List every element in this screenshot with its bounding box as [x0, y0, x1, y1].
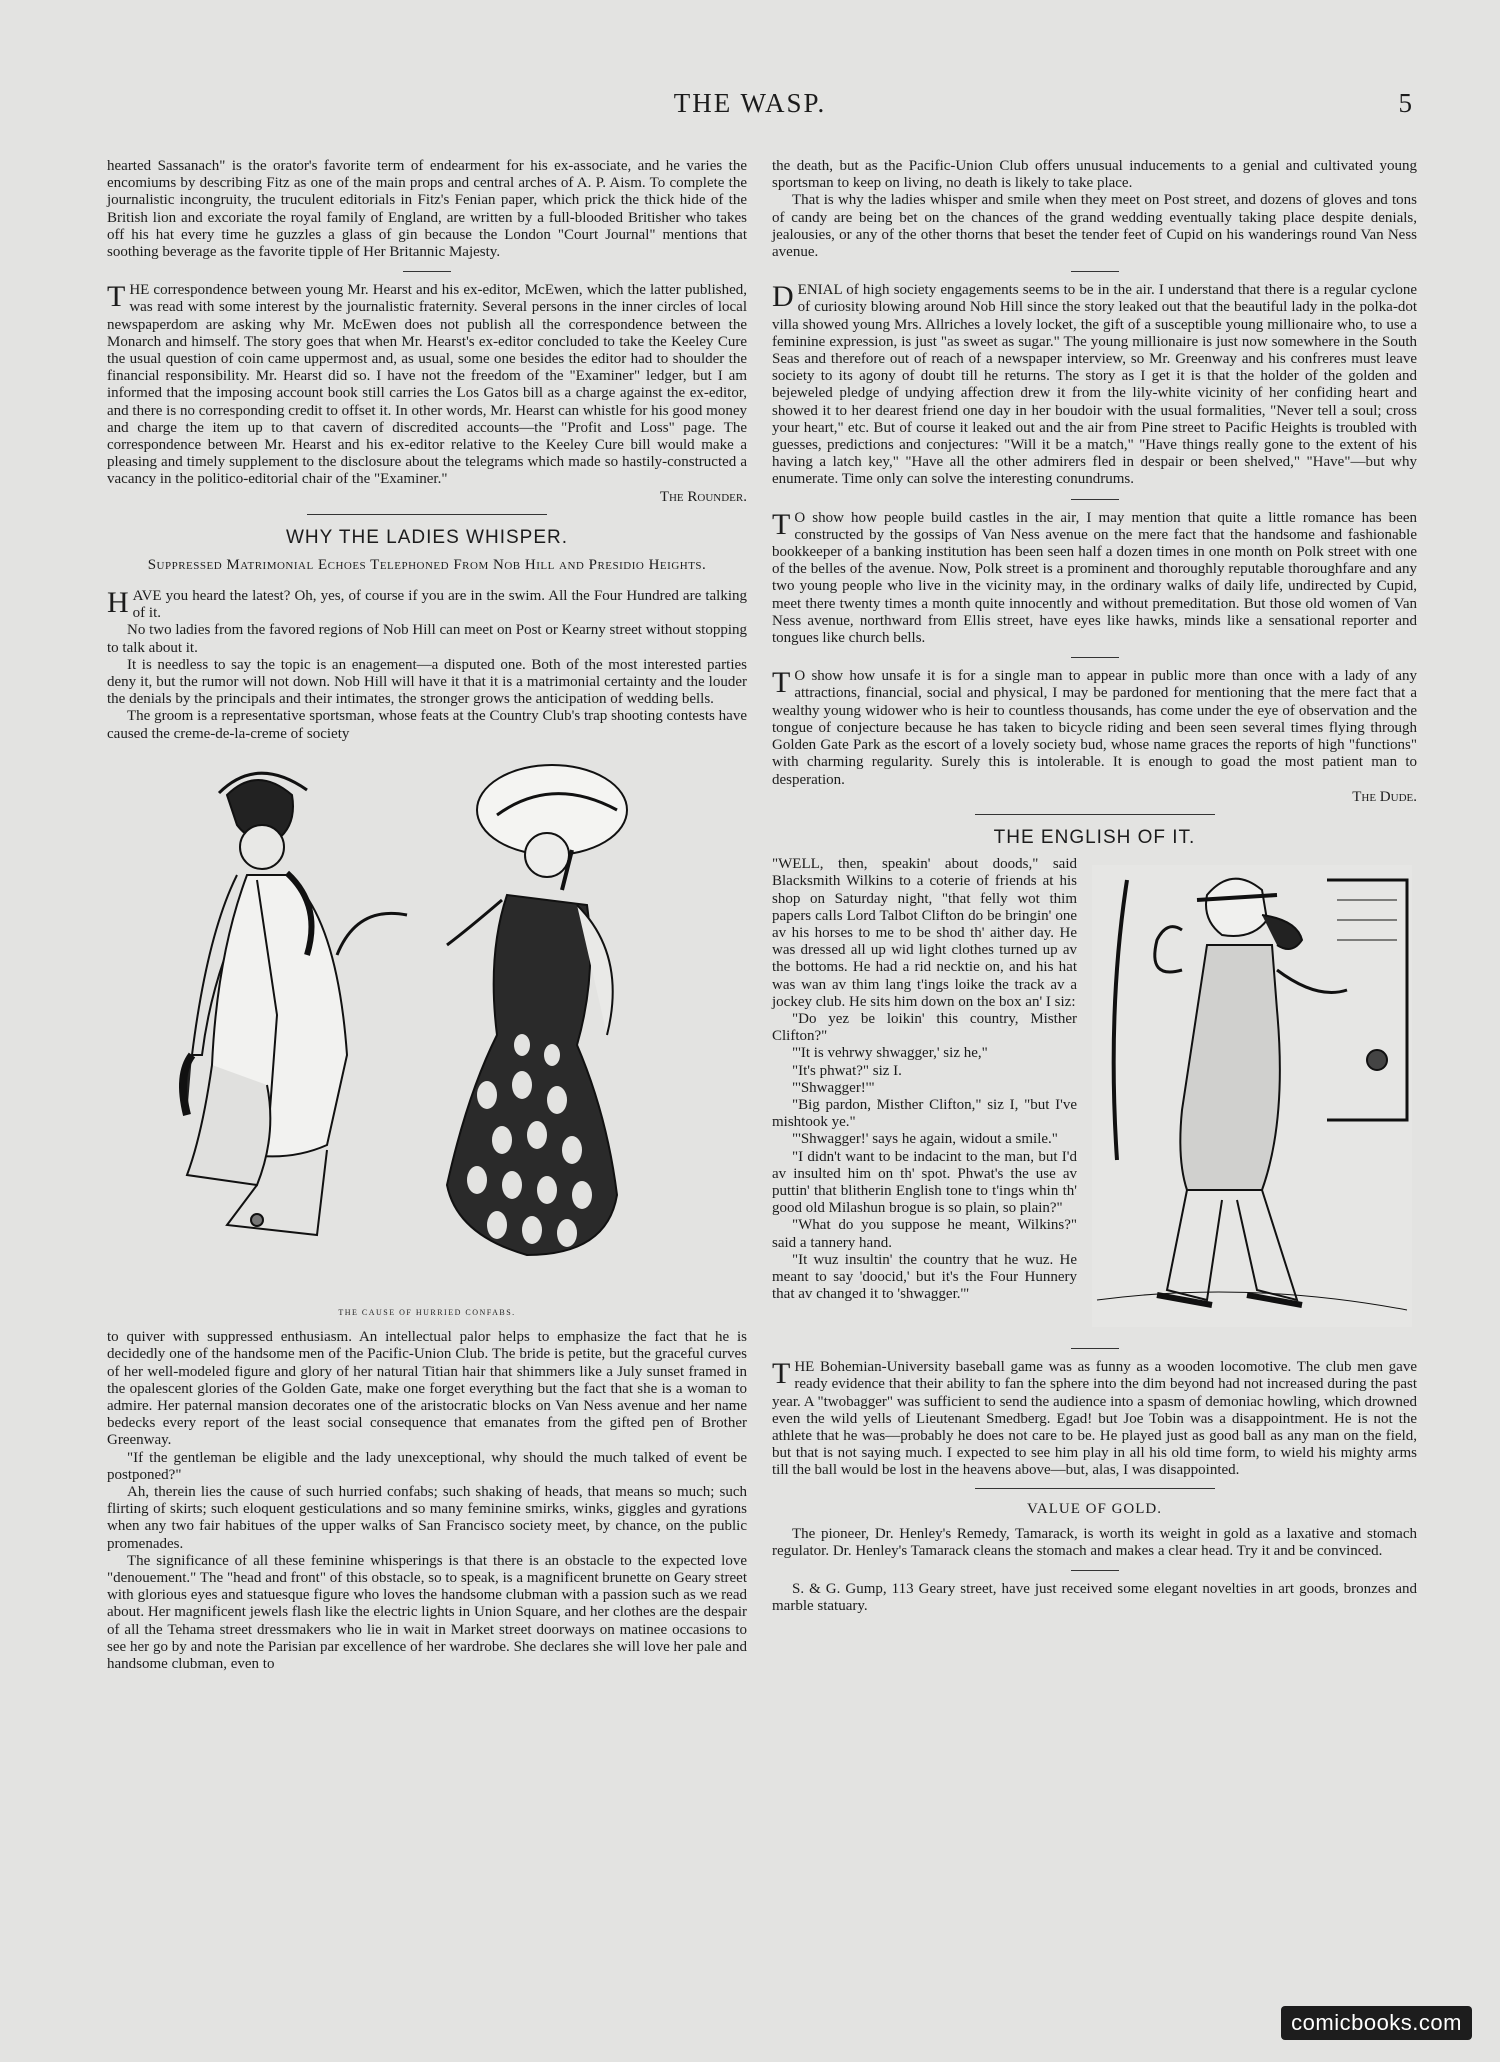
paragraph: The pioneer, Dr. Henley's Remedy, Tamarack, is worth its weight in gold as a laxative and stomach regulator. Dr. Henley's Tamarack cleans the stomach and makes a clear head. Try it and be convinced. [772, 1525, 1417, 1559]
article-subtitle: Suppressed Matrimonial Echoes Telephoned From Nob Hill and Presidio Heights. [147, 557, 707, 574]
article-title: WHY THE LADIES WHISPER. [285, 526, 568, 548]
paragraph: the death, but as the Pacific-Union Club offers unusual inducements to a genial and cultivated young sportsman to keep on living, no death is likely to take place. [772, 158, 1417, 192]
paragraph: HAVE you heard the latest? Oh, yes, of course if you are in the swim. All the Four Hundred are talking of it. [107, 586, 747, 622]
paragraph: hearted Sassanach" is the orator's favorite term of endearment for his ex-associate, and he varies the encomiums by describing Fitz as one of the main props and central arches of A. P. Aism. To complete the journalistic incongruity, the truculent editorials in Fitz's Fenian paper, which prick the thick hide of the British lion and excoriate the royal family of England, are written by a full-blooded Britisher who takes off his hat every time he guzzles a glass of gin because the London "Court Journal" mentions that soothing beverage as the favorite tipple of Her Britannic Majesty. [107, 158, 747, 261]
blacksmith-illustration-svg [1087, 860, 1417, 1332]
paragraph: "Big pardon, Misther Clifton," siz I, "but I've mishtook ye." [772, 1096, 1077, 1131]
paragraph: "It wuz insultin' the country that he wuz. He meant to say 'doocid,' but it's the Four Hunnery that av changed it to 'shwagger.'" [772, 1251, 1077, 1303]
paragraph: That is why the ladies whisper and smile when they meet on Post street, and dozens of gloves and tons of candy are being bet on the chances of the grand wedding eventually taking place despite denials, jealousies, or any of the other thorns that beset the tender feet of Cupid on his wanderings round Van Ness avenue. [772, 192, 1417, 261]
paragraph: "Do yez be loikin' this country, Misther Clifton?" [772, 1010, 1077, 1045]
paragraph: "If the gentleman be eligible and the lady unexceptional, why should the much talked of event be postponed?" [107, 1449, 747, 1483]
signature: The Dude. [1352, 788, 1417, 805]
illustration-caption: THE CAUSE OF HURRIED CONFABS. [338, 1307, 516, 1317]
paragraph: "It's phwat?" siz I. [792, 1062, 902, 1079]
paragraph: "'Shwagger!'" [792, 1079, 875, 1096]
paragraph: "I didn't want to be indacint to the man, but I'd av insulted him on th' spot. Phwat's the use av puttin' that blitherin English tone to t'ings whin th' good old Milashun brogue is so plain, so plain?" [772, 1148, 1077, 1217]
article-title: THE ENGLISH OF IT. [993, 826, 1196, 848]
divider [1071, 499, 1119, 500]
two-victorian-ladies-illustration [107, 755, 747, 1300]
divider [307, 514, 547, 515]
left-column [107, 158, 747, 1673]
paragraph: TO show how people build castles in the air, I may mention that quite a little romance has been constructed by the gossips of Van Ness avenue on the mere fact that the handsome and fashionable bookkeeper of a banking institution has been seen half a dozen times in one month on Polk street with one of the belles of the avenue. Now, Polk street is a prominent and thoroughly reputable thoroughfare and any two young people who live in the vicinity may, in the ordinary walks of daily life, undirected by Cupid, meet there twenty times a month quite innocently and without premeditation. But those old women of Van Ness avenue, northward from Ellis street, have eyes like hawks, minds like a sensational reporter and tongues like church bells. [772, 507, 1417, 647]
ladies-illustration-svg [107, 755, 747, 1300]
page-title: THE WASP. [673, 88, 827, 118]
paragraph: Ah, therein lies the cause of such hurried confabs; such shaking of heads, that means so much; such flirting of skirts; such eloquent gesticulations and so many feminine smirks, winks, giggles and gyrations when any two fair habitues of the upper walks of San Francisco society meet, by chance, on the public promenades. [107, 1483, 747, 1552]
paragraph: The significance of all these feminine whisperings is that there is an obstacle to the expected love "denouement." The "head and front" of this obstacle, so to speak, is a magnificent brunette on Geary street with glorious eyes and statuesque figure who loves the handsome clubman with a passion such as we read about. Her magnificent jewels flash like the electric lights in Union Square, and her clothes are the despair of all the Tehama street dressmakers who lie in wait in Market street doorways on matinee occasions to see her go by and note the Parisian par excellence of her wardrobe. She declares she will love her pale and handsome clubman, even to [107, 1552, 747, 1672]
page-number: 5 [1398, 88, 1412, 118]
paragraph: TO show how unsafe it is for a single man to appear in public more than once with a lady of any attractions, financial, social and physical, I may be pardoned for mentioning that the mere fact that a wealthy young widower who is heir to countless thousands, has come under the eye of observation and the tongue of conjecture because he has taken to bicycle riding and been seen several times flying through Golden Gate Park as the escort of a lovely society bud, whose name graces the reports of high "functions" with charming regularity. Surely this is intolerable. It is enough to goad the most patient man to desperation. [772, 666, 1417, 788]
paragraph: DENIAL of high society engagements seems to be in the air. I understand that there is a regular cyclone of curiosity blowing around Nob Hill since the story leaked out that the beautiful lady in the polka-dot villa showed young Mrs. Allriches a lovely locket, the gift of a susceptible young millionaire who, to use a feminine expression, is just "as sweet as sugar." The young millionaire is just now somewhere in the South Seas and therefore out of reach of a newspaper interview, so Mr. Greenway and his confreres must leave society to its agony of doubt till he returns. The story as I get it is that the holder of the golden and bejeweled pledge of undying affection drew it from the lily-white vicinity of her confiding heart and showed it to her dearest friend one day in her boudoir with the usual formalities, "Never tell a soul; cross your heart," etc. But of course it leaked out and the air from Pine street to Pacific Heights is troubled with guesses, predictions and conjectures: "Will it be a match," "Have things really gone to the extent of his having a latch key," "Have all the other admirers fled in despair or been shelved," "Have"—but why enumerate. Time only can solve the interesting conundrums. [772, 280, 1417, 488]
paragraph: "'It is vehrwy shwagger,' siz he," [792, 1045, 988, 1062]
right-column [772, 158, 1417, 1616]
paragraph: "WELL, then, speakin' about doods," said Blacksmith Wilkins to a coterie of friends at his shop on Saturday night, "that felly wot thim papers calls Lord Talbot Clifton do be bringin' one av his horses to me to be shod th' aither day. He was dressed all up wid light clothes turned up av the bottoms. He had a rid necktie on, and his hat was wan av thim lang t'ings loike the track av a jockey club. He sits him down on the box an' I siz: [772, 856, 1077, 1010]
divider [1071, 657, 1119, 658]
paragraph: to quiver with suppressed enthusiasm. An intellectual palor helps to emphasize the fact that he is decidedly one of the handsome men of the Pacific-Union Club. The bride is petite, but the graceful curves of her well-modeled figure and glory of her natural Titian hair that shimmers like a July sunset framed in the opalescent glories of the Golden Gate, make one forget everything but the fact that she is a woman to admire. Her paternal mansion decorates one of the aristocratic blocks on Van Ness avenue and her name bedecks every report of the least social consequence that emanates from the gifted pen of Brother Greenway. [107, 1329, 747, 1449]
divider [1071, 1570, 1119, 1571]
blacksmith-illustration [1087, 860, 1417, 1332]
watermark-badge: comicbooks.com [1281, 2006, 1472, 2040]
article-title: VALUE OF GOLD. [1027, 1500, 1162, 1517]
divider [403, 271, 451, 272]
paragraph: It is needless to say the topic is an enagement—a disputed one. Both of the most interested parties deny it, but the rumor will not down. Nob Hill will have it that it is a matrimonial certainty and the louder the denials by the principals and their intimates, the stronger grows the anticipation of wedding bells. [107, 656, 747, 708]
divider [975, 1488, 1215, 1489]
signature: The Rounder. [659, 488, 747, 505]
paragraph: S. & G. Gump, 113 Geary street, have just received some elegant novelties in art goods, bronzes and marble statuary. [772, 1581, 1417, 1615]
divider [1071, 1348, 1119, 1349]
paragraph: THE correspondence between young Mr. Hearst and his ex-editor, McEwen, which the latter published, was read with some interest by the journalistic fraternity. Several persons in the inner circles of local newspaperdom are asking why Mr. McEwen does not publish all the correspondence between the Monarch and himself. The story goes that when Mr. Hearst's ex-editor concluded to take the Keeley Cure the usual question of coin came uppermost and, as usual, some one besides the editor had to shoulder the financial responsibility. Mr. Hearst did so. I have not the freedom of the "Examiner" ledger, but I am informed that the imposing account book still carries the Los Gatos bill as a charge against the ex-editor, and there is no corresponding credit to offset it. In other words, Mr. Hearst can whistle for his good money and charge the item up to that cavern of discredited accounts—the "Profit and Loss" page. The correspondence between Mr. Hearst and his ex-editor relative to the Keeley Cure bill would make a pleasing and timely supplement to the disclosure about the telegrams which made so hastily-constructed a vacancy in the politico-editorial chair of the "Examiner." [107, 280, 747, 488]
divider [975, 814, 1215, 815]
paragraph: No two ladies from the favored regions of Nob Hill can meet on Post or Kearny street without stopping to talk about it. [107, 622, 747, 656]
english-article [772, 856, 1417, 1338]
paragraph: THE Bohemian-University baseball game was as funny as a wooden locomotive. The club men gave ready evidence that their ability to fan the sphere into the dim beyond had not increased during the past year. A "twobagger" was sufficient to send the audience into a spasm of demoniac howling, which drowned even the wild yells of Lieutenant Smedberg. Egad! but Joe Tobin was a disappointment. He is not the athlete that he was—probably he does not care to be. He played just as good ball as any man on the field, but that is not saying much. I expected to see him play in all his old time form, to wield his mighty arms till the ball would be lost in the heavens above—but, alas, I was disappointed. [772, 1357, 1417, 1479]
paragraph: "What do you suppose he meant, Wilkins?" said a tannery hand. [772, 1217, 1077, 1251]
divider [1071, 271, 1119, 272]
paragraph: "'Shwagger!' says he again, widout a smile." [792, 1131, 1058, 1148]
paragraph: The groom is a representative sportsman, whose feats at the Country Club's trap shooting contests have caused the creme-de-la-creme of society [107, 708, 747, 742]
